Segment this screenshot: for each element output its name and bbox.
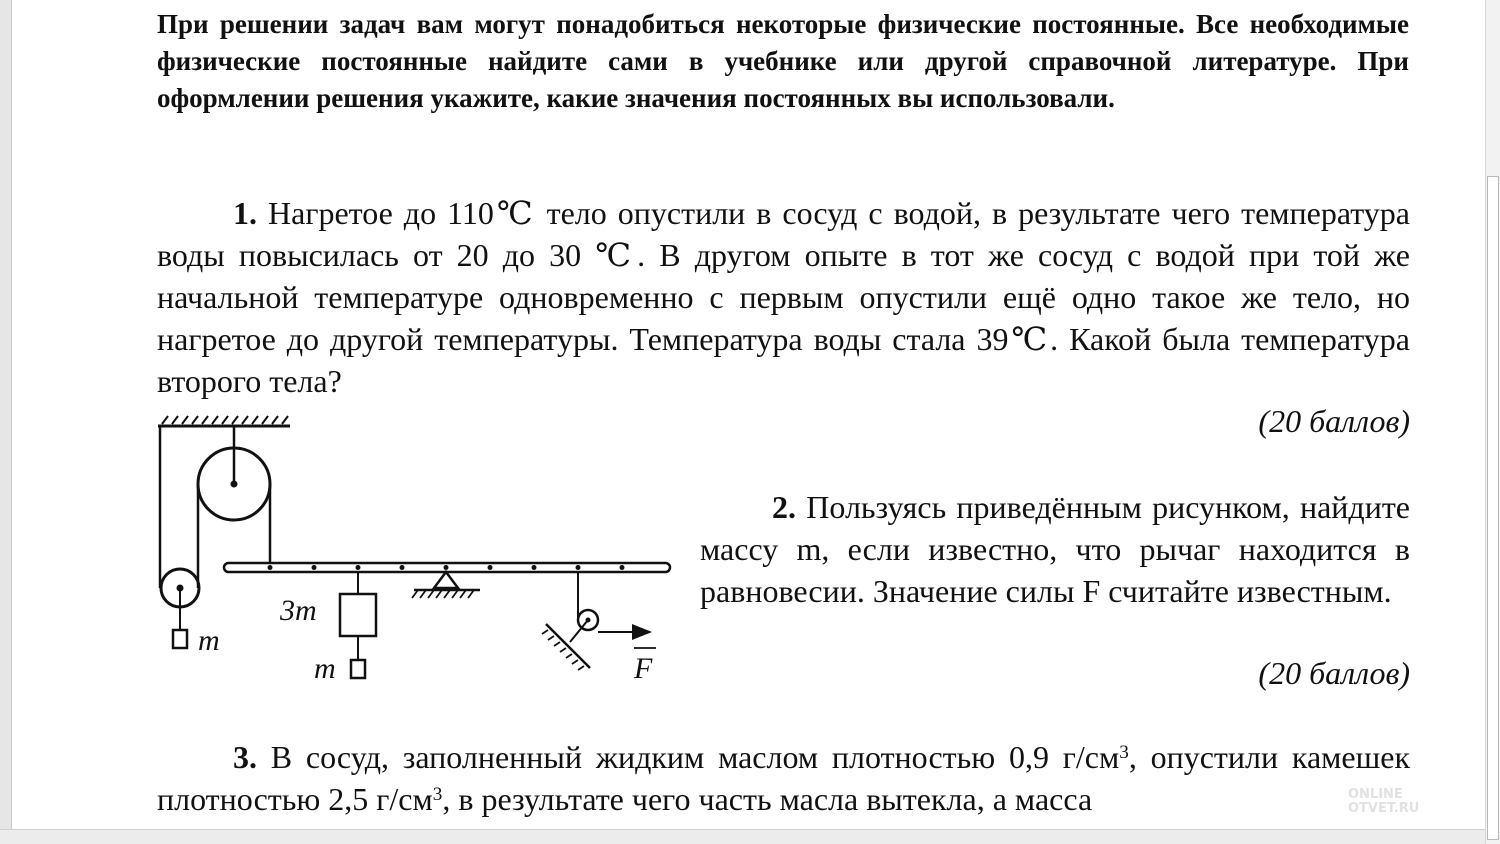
problem-2-points: (20 баллов) (1258, 655, 1410, 691)
problem-2-number: 2. (772, 489, 796, 525)
problem-1-text (157, 192, 1410, 402)
fixed-pulley (198, 426, 270, 520)
problem-1-body: Нагретое до 110℃ тело опустили в сосуд с водой, в результате чего температура воды повысилась от 20 до 30 ℃. В другом опыте в тот же сосуд с водой при той же начальной температуре одновременно с первым опустили ещё одно такое же тело, но нагретое до другой температуры. Температура воды стала 39℃. Какой была температура второго тела? (157, 195, 1411, 399)
lever (224, 563, 670, 572)
label-m-left: m (198, 624, 220, 657)
label-force: F (634, 652, 653, 685)
problem-1-points: (20 баллов) (1258, 403, 1410, 439)
watermark-line-1: ONLINE (1348, 787, 1403, 802)
movable-pulley (161, 569, 199, 648)
problem-3-sup-1: 3 (1119, 742, 1129, 763)
label-3m: 3m (280, 594, 317, 627)
intro-paragraph: При решении задач вам могут понадобиться некоторые физические постоянные. Все необходимые физические постоянные найдите сами в учебнике или другой справочной литературе. При оформлении решения укажите, какие значения постоянных вы использовали. (157, 9, 1409, 113)
vertical-scrollbar[interactable] (1485, 0, 1500, 844)
watermark-logo (1348, 788, 1440, 832)
watermark-line-2: OTVET.RU (1348, 801, 1420, 816)
problem-3-text (157, 736, 1410, 820)
problem-3-body-c: , в результате чего часть масла вытекла, а масса (442, 781, 1093, 817)
problem-1-number: 1. (233, 195, 257, 231)
problem-2-text (700, 486, 1410, 612)
label-m-bottom: m (314, 652, 336, 685)
problem-3-body-a: В сосуд, заполненный жидким маслом плотностью 0,9 г/см (270, 739, 1120, 775)
lever-pulley-figure (150, 408, 690, 688)
mass-3m (340, 572, 376, 678)
problem-3-sup-2: 3 (432, 784, 443, 805)
fulcrum (412, 572, 480, 598)
problem-3-number: 3. (233, 739, 257, 775)
scrollbar-thumb[interactable] (1487, 176, 1499, 840)
ceiling-support (158, 416, 290, 426)
problem-3-body-b: , опустили камешек плотностью 2,5 г/см (157, 739, 1411, 817)
problem-2-body: Пользуясь приведённым рисунком, найдите массу m, если известно, что рычаг находится в равновесии. Значение силы F считайте известным. (700, 489, 1411, 609)
page-left-edge (0, 0, 12, 844)
horizontal-scrollbar[interactable] (0, 829, 1500, 844)
